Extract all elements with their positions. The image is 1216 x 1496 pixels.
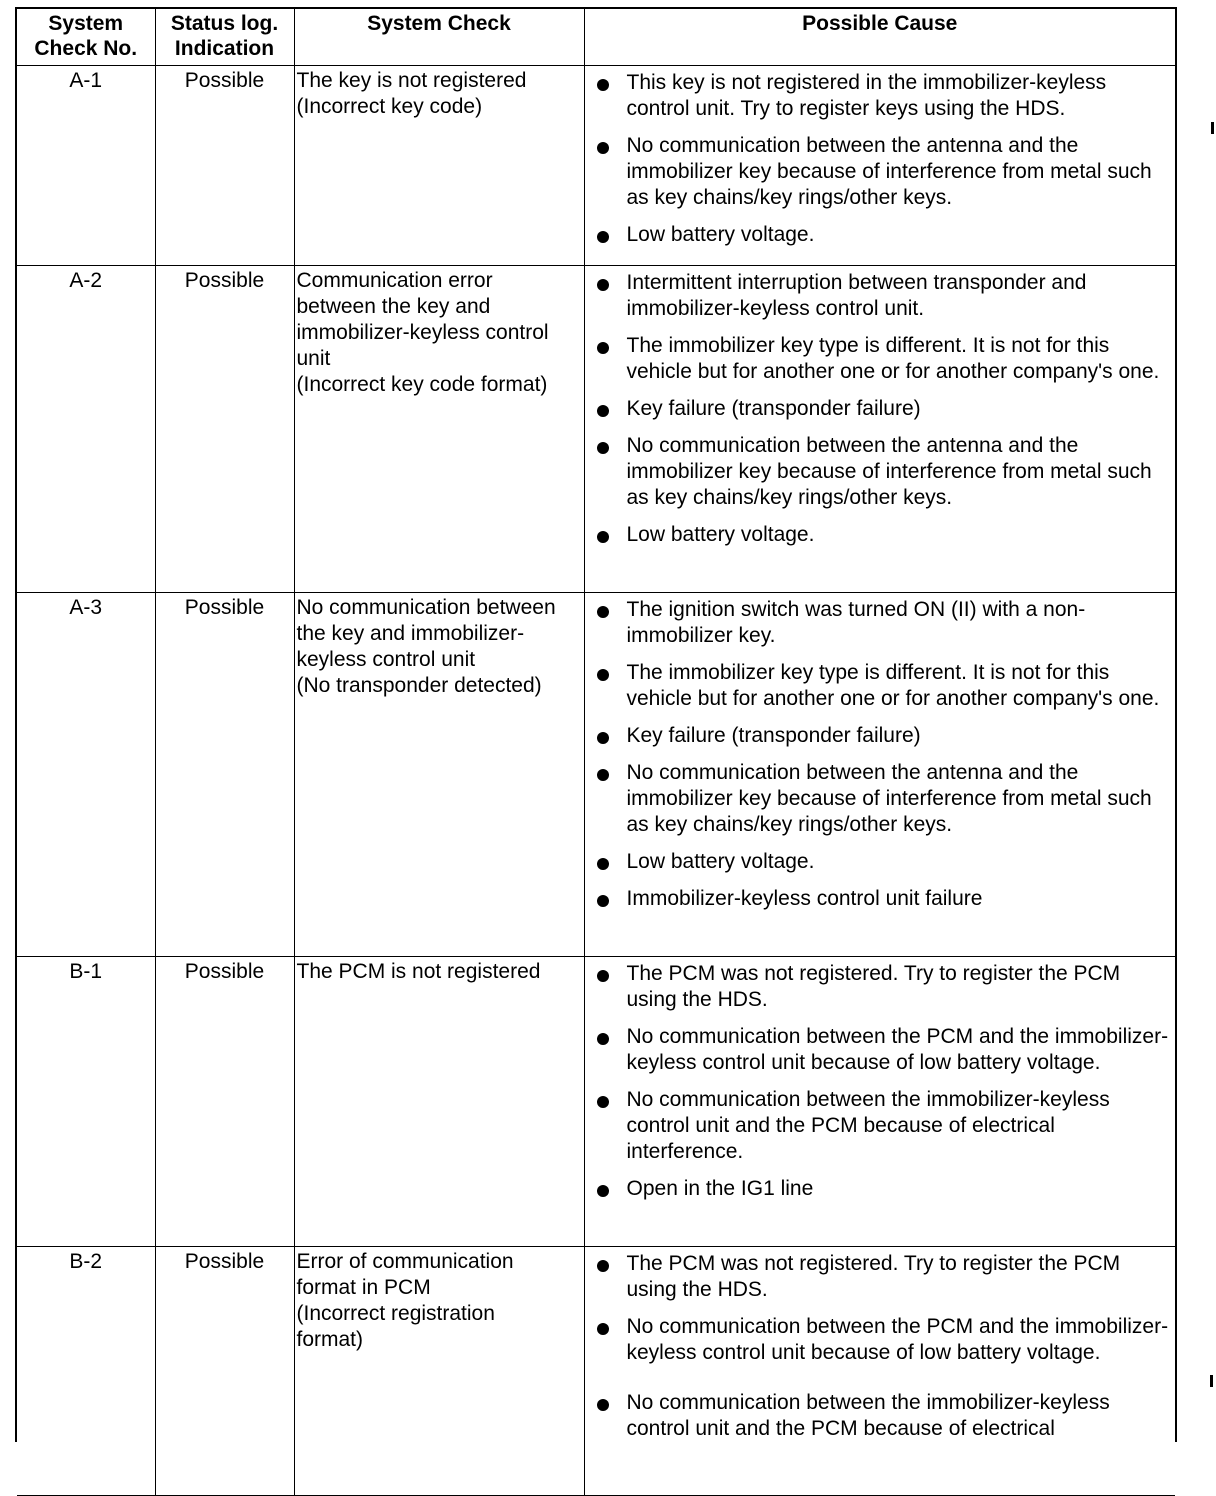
cause-text: No communication between the PCM and the immobilizer-keyless control unit because of low battery voltage. xyxy=(626,1024,1169,1074)
cause-text: Low battery voltage. xyxy=(626,522,815,546)
system-check-line: (Incorrect registration xyxy=(296,1301,495,1325)
possible-cause-cell xyxy=(584,592,1175,956)
cause-list-item xyxy=(593,333,1172,385)
bullet-icon xyxy=(593,1314,627,1340)
cause-text: No communication between the PCM and the immobilizer-keyless control unit because of low battery voltage. xyxy=(626,1314,1169,1364)
header-system-check-no: System Check No. xyxy=(17,9,155,65)
cause-list-item xyxy=(593,222,1172,248)
system-check-line: Error of communication xyxy=(296,1249,514,1273)
table-row xyxy=(17,1246,1175,1495)
cause-list-item xyxy=(593,1176,1172,1202)
bullet-icon xyxy=(593,1176,627,1202)
header-row xyxy=(17,9,1175,65)
cause-list-item xyxy=(593,597,1172,649)
cause-list-item xyxy=(593,1314,1172,1366)
cause-text: No communication between the immobilizer-keyless control unit and the PCM because of electrical xyxy=(626,1390,1110,1440)
cause-list-item xyxy=(593,1390,1172,1442)
system-check-line: immobilizer-keyless control xyxy=(296,320,549,344)
table-row xyxy=(17,265,1175,592)
cause-text: Immobilizer-keyless control unit failure xyxy=(626,886,983,910)
cause-text: This key is not registered in the immobilizer-keyless control unit. Try to register keys using the HDS. xyxy=(626,70,1107,120)
cause-text: Open in the IG1 line xyxy=(626,1176,814,1200)
cause-list-item xyxy=(593,522,1172,548)
system-check-no-cell: B-1 xyxy=(17,956,155,1246)
status-indication-cell: Possible xyxy=(155,65,294,265)
status-indication-cell: Possible xyxy=(155,592,294,956)
header-system-check: System Check xyxy=(294,9,584,65)
bullet-icon xyxy=(593,849,627,875)
header-status-log: Status log. Indication xyxy=(155,9,294,65)
system-check-line: The key is not registered xyxy=(296,68,527,92)
system-check-line: format) xyxy=(296,1327,364,1351)
system-check-no-cell: A-1 xyxy=(17,65,155,265)
system-check-no-cell: B-2 xyxy=(17,1246,155,1495)
cause-text: No communication between the immobilizer-keyless control unit and the PCM because of electrical interference. xyxy=(626,1087,1110,1163)
system-check-cell xyxy=(294,592,584,956)
system-check-line: (Incorrect key code format) xyxy=(296,372,548,396)
diagnostic-table-container xyxy=(15,7,1177,1442)
cause-list-item xyxy=(593,270,1172,322)
system-check-line: (Incorrect key code) xyxy=(296,94,483,118)
margin-mark xyxy=(1211,122,1214,134)
system-check-line: No communication between xyxy=(296,595,556,619)
table-row xyxy=(17,956,1175,1246)
bullet-icon xyxy=(593,333,627,359)
system-check-cell xyxy=(294,1246,584,1495)
cause-text: No communication between the antenna and the immobilizer key because of interference from metal such as key chains/key rings/other keys. xyxy=(626,433,1152,509)
system-check-line: keyless control unit xyxy=(296,647,476,671)
cause-text: Key failure (transponder failure) xyxy=(626,396,921,420)
cause-text: The PCM was not registered. Try to register the PCM using the HDS. xyxy=(626,1251,1121,1301)
cause-list-item xyxy=(593,961,1172,1013)
status-indication-cell: Possible xyxy=(155,1246,294,1495)
bullet-icon xyxy=(593,270,627,296)
bullet-icon xyxy=(593,886,627,912)
bullet-icon xyxy=(593,70,627,96)
cause-list-item xyxy=(593,886,1172,912)
cause-text: The PCM was not registered. Try to register the PCM using the HDS. xyxy=(626,961,1121,1011)
cause-text: No communication between the antenna and the immobilizer key because of interference from metal such as key chains/key rings/other keys. xyxy=(626,133,1152,209)
bullet-icon xyxy=(593,1087,627,1113)
cause-text: The ignition switch was turned ON (II) with a non-immobilizer key. xyxy=(626,597,1086,647)
system-check-no-cell: A-2 xyxy=(17,265,155,592)
cause-list-item xyxy=(593,760,1172,838)
bullet-icon xyxy=(593,760,627,786)
bullet-icon xyxy=(593,133,627,159)
cause-list-item xyxy=(593,1251,1172,1303)
bullet-icon xyxy=(593,522,627,548)
cause-list-item xyxy=(593,396,1172,422)
cause-list-item xyxy=(593,660,1172,712)
cause-list-item xyxy=(593,133,1172,211)
system-check-line: Communication error xyxy=(296,268,493,292)
cause-list-item xyxy=(593,1087,1172,1165)
possible-cause-cell xyxy=(584,956,1175,1246)
bullet-icon xyxy=(593,723,627,749)
bullet-icon xyxy=(593,1251,627,1277)
bullet-icon xyxy=(593,433,627,459)
cause-list-item xyxy=(593,433,1172,511)
bullet-icon xyxy=(593,1024,627,1050)
bullet-icon xyxy=(593,597,627,623)
bullet-icon xyxy=(593,961,627,987)
possible-cause-cell xyxy=(584,265,1175,592)
bullet-icon xyxy=(593,660,627,686)
cause-text: Low battery voltage. xyxy=(626,222,815,246)
system-check-cell xyxy=(294,956,584,1246)
system-check-line: The PCM is not registered xyxy=(296,959,541,983)
system-check-cell xyxy=(294,65,584,265)
system-check-no-cell: A-3 xyxy=(17,592,155,956)
header-possible-cause: Possible Cause xyxy=(584,9,1175,65)
system-check-line: (No transponder detected) xyxy=(296,673,542,697)
table-row xyxy=(17,65,1175,265)
system-check-line: between the key and xyxy=(296,294,491,318)
cause-list-item xyxy=(593,849,1172,875)
cause-list-item xyxy=(593,1024,1172,1076)
cause-text: The immobilizer key type is different. It is not for this vehicle but for another one or for another company's one. xyxy=(626,660,1160,710)
possible-cause-cell xyxy=(584,65,1175,265)
status-indication-cell: Possible xyxy=(155,956,294,1246)
table-row xyxy=(17,592,1175,956)
cause-text: Intermittent interruption between transponder and immobilizer-keyless control unit. xyxy=(626,270,1087,320)
system-check-table xyxy=(17,9,1175,1496)
bullet-icon xyxy=(593,222,627,248)
cause-text: Key failure (transponder failure) xyxy=(626,723,921,747)
cause-text: The immobilizer key type is different. It is not for this vehicle but for another one or for another company's one. xyxy=(626,333,1160,383)
system-check-line: the key and immobilizer- xyxy=(296,621,525,645)
status-indication-cell: Possible xyxy=(155,265,294,592)
system-check-line: unit xyxy=(296,346,331,370)
cause-text: No communication between the antenna and the immobilizer key because of interference from metal such as key chains/key rings/other keys. xyxy=(626,760,1152,836)
system-check-line: format in PCM xyxy=(296,1275,431,1299)
bullet-icon xyxy=(593,1390,627,1416)
bullet-icon xyxy=(593,396,627,422)
cause-text: Low battery voltage. xyxy=(626,849,815,873)
possible-cause-cell xyxy=(584,1246,1175,1495)
margin-mark xyxy=(1210,1375,1213,1387)
cause-list-item xyxy=(593,70,1172,122)
system-check-cell xyxy=(294,265,584,592)
cause-list-item xyxy=(593,723,1172,749)
